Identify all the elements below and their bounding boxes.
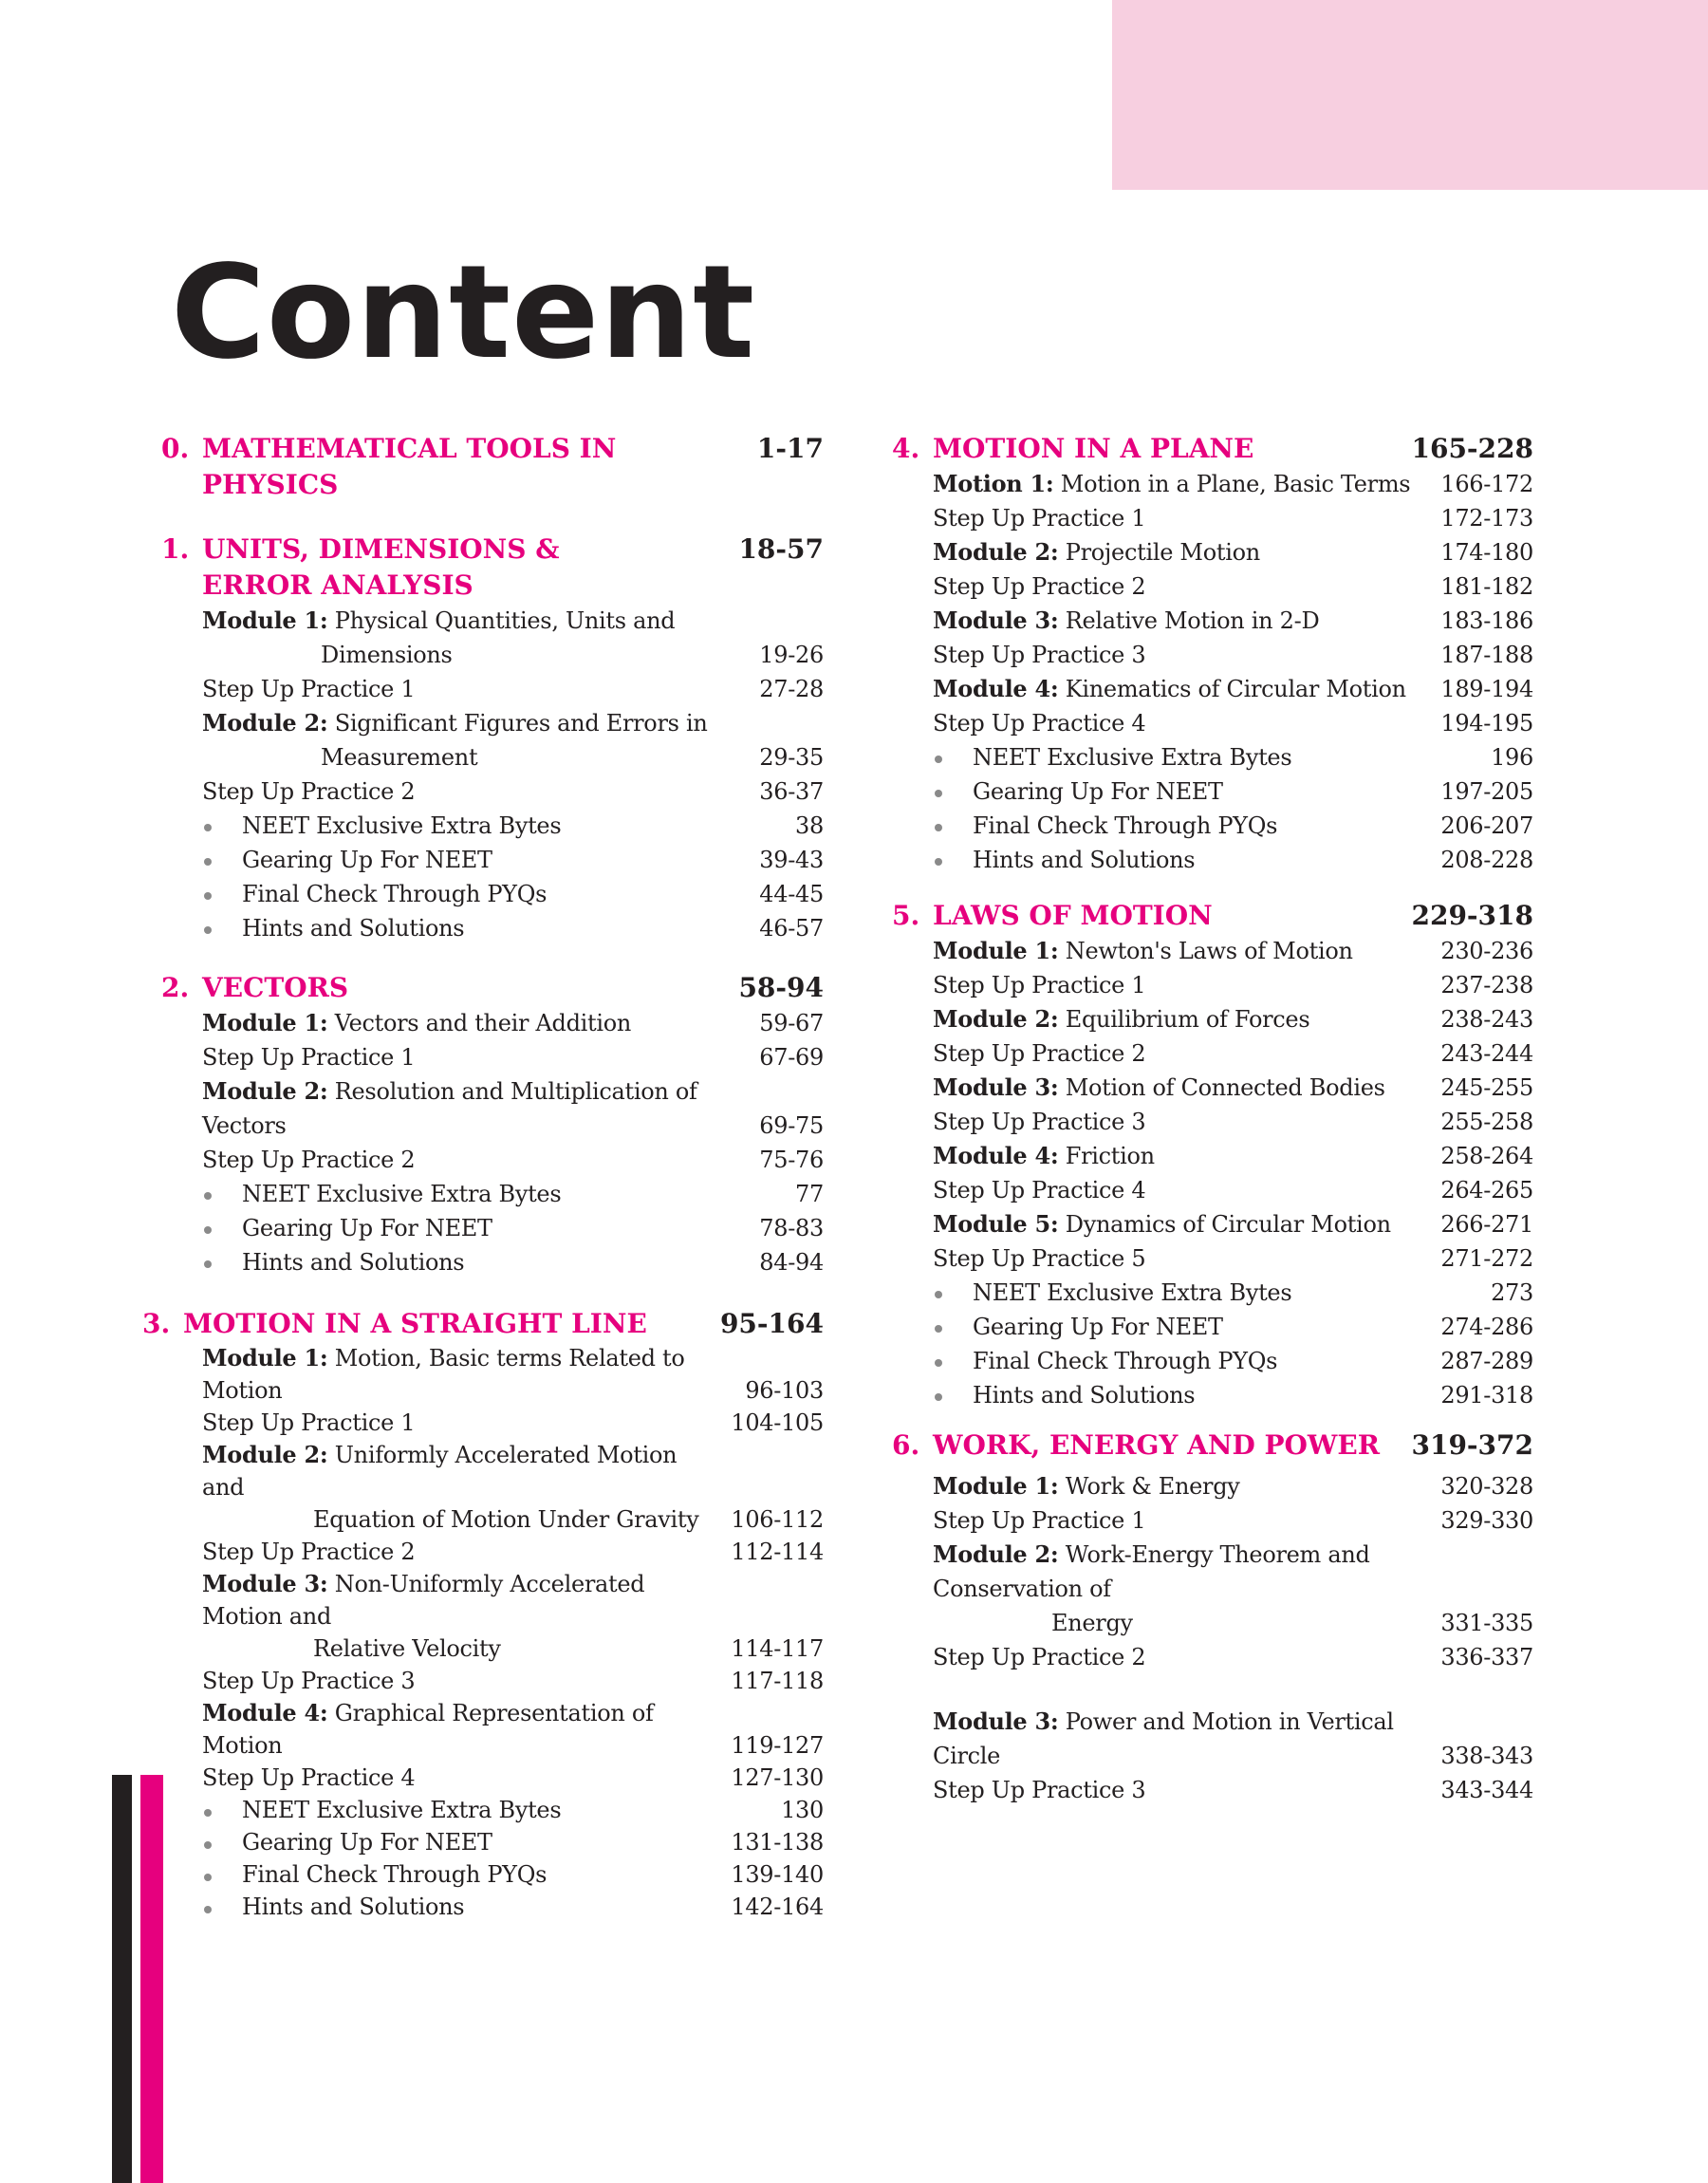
toc-module-entry: [933, 467, 1533, 501]
toc-bullet-entry: [933, 1378, 1533, 1412]
entry-pages: 114-117: [731, 1635, 824, 1662]
entry-pages: 39-43: [759, 847, 824, 873]
entry-text: Step Up Practice 4: [933, 710, 1146, 737]
toc-bullet-entry: [202, 1826, 824, 1858]
entry-text: Step Up Practice 1: [933, 1507, 1146, 1534]
toc-chapter: [142, 1306, 824, 1923]
module-title: Non-Uniformly Accelerated Motion and: [202, 1571, 645, 1630]
entry-pages: 104-105: [731, 1409, 824, 1436]
module-title: Vectors and their Addition: [334, 1010, 632, 1036]
entry-text: Gearing Up For NEET: [973, 778, 1223, 805]
toc-bullet-entry: [202, 1245, 824, 1279]
entry-text: Hints and Solutions: [242, 915, 465, 942]
module-title: Relative Motion in 2-D: [1065, 607, 1320, 634]
toc-module-entry: [202, 1006, 824, 1040]
entry-pages: 287-289: [1440, 1348, 1533, 1374]
entry-text-block: [202, 604, 748, 672]
decorative-pink-block: [1112, 0, 1708, 190]
chapter-heading: [161, 431, 824, 503]
entry-text-block: [202, 706, 748, 774]
entry-text: NEET Exclusive Extra Bytes: [242, 1797, 562, 1823]
module-label: Motion 1:: [933, 470, 1054, 497]
toc-practice-entry: [202, 1762, 824, 1794]
entry-text: Step Up Practice 5: [933, 1245, 1146, 1272]
entry-pages: 291-318: [1440, 1382, 1533, 1409]
toc-bullet-entry: [202, 1858, 824, 1891]
chapter-title: WORK, ENERGY AND POWER: [933, 1429, 1380, 1461]
chapter-title: LAWS OF MOTION: [933, 900, 1213, 931]
entry-pages: 245-255: [1440, 1074, 1533, 1101]
entry-pages: 266-271: [1440, 1211, 1533, 1238]
toc-practice-entry: [933, 1503, 1533, 1538]
entry-pages: 258-264: [1440, 1143, 1533, 1169]
bullet-icon: [204, 1874, 212, 1881]
chapter-entries: [161, 604, 824, 945]
chapter-number: 3.: [142, 1308, 171, 1339]
entry-pages: 196: [1491, 744, 1533, 771]
toc-practice-entry: [202, 1143, 824, 1177]
entry-pages: 27-28: [759, 676, 824, 702]
module-label: Module 1:: [933, 937, 1059, 964]
entry-text: Hints and Solutions: [242, 1249, 465, 1276]
bullet-icon: [935, 756, 942, 763]
entry-pages: 127-130: [731, 1764, 824, 1791]
toc-module-entry: [202, 604, 824, 672]
entry-pages: 187-188: [1440, 642, 1533, 668]
entry-pages: 237-238: [1440, 972, 1533, 998]
entry-text: NEET Exclusive Extra Bytes: [973, 744, 1292, 771]
toc-module-entry: [933, 1207, 1533, 1241]
toc-module-entry: [202, 706, 824, 774]
module-label: Module 5:: [933, 1210, 1059, 1238]
entry-pages: 183-186: [1440, 607, 1533, 634]
toc-bullet-entry: [202, 877, 824, 911]
entry-pages: 194-195: [1440, 710, 1533, 737]
entry-text: Hints and Solutions: [242, 1894, 465, 1920]
entry-pages: 343-344: [1440, 1777, 1533, 1803]
entry-pages: 320-328: [1440, 1473, 1533, 1500]
entry-text: Step Up Practice 3: [933, 1777, 1146, 1803]
toc-practice-entry: [202, 1665, 824, 1697]
toc-module-entry: [202, 1439, 824, 1536]
entry-pages: 208-228: [1440, 847, 1533, 873]
entry-pages: 38: [795, 812, 824, 839]
module-title: Motion, Basic terms Related to Motion: [202, 1345, 685, 1404]
entry-text: Gearing Up For NEET: [242, 1215, 492, 1241]
toc-module-entry: [933, 672, 1533, 706]
toc-chapter: [892, 898, 1533, 1412]
module-title: Significant Figures and Errors in: [334, 710, 708, 737]
module-title: Dynamics of Circular Motion: [1065, 1211, 1391, 1238]
entry-text: Step Up Practice 2: [933, 1644, 1146, 1670]
module-title: Kinematics of Circular Motion: [1065, 676, 1406, 702]
entry-text: Step Up Practice 1: [933, 972, 1146, 998]
toc-module-entry: [933, 1538, 1533, 1640]
entry-pages: 139-140: [731, 1861, 824, 1888]
chapter-pages: 229-318: [1411, 900, 1533, 931]
bullet-icon: [204, 1260, 212, 1268]
toc-practice-entry: [933, 501, 1533, 535]
toc-module-entry: [933, 535, 1533, 569]
module-label: Module 2:: [933, 1540, 1059, 1568]
toc-practice-entry: [933, 1241, 1533, 1276]
toc-chapter: [161, 431, 824, 503]
bullet-icon: [204, 858, 212, 866]
entry-pages: 331-335: [1440, 1610, 1533, 1636]
entry-pages: 338-343: [1440, 1743, 1533, 1769]
toc-bullet-entry: [933, 1344, 1533, 1378]
entry-text: Final Check Through PYQs: [973, 812, 1278, 839]
chapter-number: 4.: [892, 433, 920, 464]
toc-right-column: [892, 431, 1533, 1826]
chapter-pages: 58-94: [738, 972, 824, 1003]
module-label: Module 2:: [933, 1005, 1059, 1033]
entry-pages: 59-67: [759, 1010, 824, 1036]
entry-text: Step Up Practice 2: [933, 573, 1146, 600]
chapter-title: MOTION IN A PLANE: [933, 433, 1254, 464]
entry-pages: 274-286: [1440, 1314, 1533, 1340]
module-label: Module 4:: [933, 1142, 1059, 1169]
entry-pages: 77: [795, 1181, 824, 1207]
entry-pages: 131-138: [731, 1829, 824, 1856]
entry-pages: 19-26: [759, 642, 824, 668]
entry-pages: 264-265: [1440, 1177, 1533, 1203]
module-title: Motion of Connected Bodies: [1065, 1074, 1385, 1101]
module-label: Module 1:: [202, 606, 328, 634]
toc-bullet-entry: [933, 843, 1533, 877]
toc-bullet-entry: [202, 1891, 824, 1923]
toc-practice-entry: [933, 706, 1533, 740]
entry-text-block: [202, 1697, 719, 1762]
entry-pages: 172-173: [1440, 505, 1533, 532]
toc-module-entry: [933, 1469, 1533, 1503]
entry-text: NEET Exclusive Extra Bytes: [973, 1279, 1292, 1306]
entry-text-block: [202, 1006, 748, 1040]
toc-module-entry: [202, 1568, 824, 1665]
entry-pages: 206-207: [1440, 812, 1533, 839]
module-title: Newton's Laws of Motion: [1065, 938, 1353, 964]
entry-pages: 46-57: [759, 915, 824, 942]
toc-left-column: [142, 431, 824, 1942]
toc-chapter: [892, 431, 1533, 877]
toc-practice-entry: [933, 638, 1533, 672]
bullet-icon: [935, 824, 942, 831]
toc-module-entry: [202, 1074, 824, 1143]
toc-module-entry: [933, 1002, 1533, 1036]
entry-text: Step Up Practice 2: [933, 1040, 1146, 1067]
bullet-icon: [204, 926, 212, 934]
entry-text: Step Up Practice 2: [202, 778, 416, 805]
entry-pages: 69-75: [759, 1112, 824, 1139]
chapter-entries: [892, 934, 1533, 1412]
entry-pages: 112-114: [731, 1539, 824, 1565]
toc-practice-entry: [933, 1640, 1533, 1674]
entry-pages: 197-205: [1440, 778, 1533, 805]
bullet-icon: [204, 1809, 212, 1817]
chapter-entries: [892, 1469, 1533, 1807]
module-title: Motion in a Plane, Basic Terms: [1060, 471, 1411, 497]
decorative-black-bar: [112, 1775, 132, 2183]
toc-practice-entry: [933, 1173, 1533, 1207]
toc-module-entry: [202, 1342, 824, 1407]
toc-bullet-entry: [202, 911, 824, 945]
bullet-icon: [935, 790, 942, 797]
toc-practice-entry: [933, 1105, 1533, 1139]
chapter-title: MATHEMATICAL TOOLS IN PHYSICS: [202, 433, 617, 500]
chapter-pages: 18-57: [738, 533, 824, 565]
module-title: Work & Energy: [1065, 1473, 1240, 1500]
entry-text-block: [933, 1002, 1429, 1036]
entry-text: Hints and Solutions: [973, 1382, 1196, 1409]
module-title-continued: Measurement: [321, 744, 478, 771]
module-label: Module 2:: [202, 1441, 328, 1468]
entry-pages: 230-236: [1440, 938, 1533, 964]
entry-pages: 130: [781, 1797, 824, 1823]
toc-bullet-entry: [933, 1310, 1533, 1344]
entry-pages: 117-118: [731, 1668, 824, 1694]
entry-text-block: [202, 1439, 719, 1536]
entry-text-block: [933, 934, 1429, 968]
bullet-icon: [204, 824, 212, 831]
entry-pages: 96-103: [745, 1377, 824, 1404]
toc-module-entry: [933, 1139, 1533, 1173]
entry-text: NEET Exclusive Extra Bytes: [242, 812, 562, 839]
bullet-icon: [204, 1841, 212, 1849]
entry-pages: 84-94: [759, 1249, 824, 1276]
module-title: Equilibrium of Forces: [1065, 1006, 1310, 1033]
entry-text: Step Up Practice 1: [933, 505, 1146, 532]
entry-pages: 181-182: [1440, 573, 1533, 600]
bullet-icon: [935, 1325, 942, 1333]
entry-text: Final Check Through PYQs: [242, 1861, 548, 1888]
bullet-icon: [204, 1906, 212, 1913]
module-title: Resolution and Multiplication of: [334, 1078, 697, 1105]
toc-practice-entry: [933, 1036, 1533, 1071]
entry-text: Step Up Practice 1: [202, 676, 416, 702]
toc-practice-entry: [933, 569, 1533, 604]
module-label: Module 3:: [933, 606, 1059, 634]
toc-practice-entry: [933, 968, 1533, 1002]
chapter-heading: [161, 970, 824, 1006]
entry-text-block: [202, 1074, 748, 1143]
entry-pages: 75-76: [759, 1147, 824, 1173]
chapter-number: 5.: [892, 900, 920, 931]
toc-bullet-entry: [202, 809, 824, 843]
module-label: Module 4:: [933, 675, 1059, 702]
module-title-continued: Equation of Motion Under Gravity: [313, 1506, 699, 1533]
module-label: Module 3:: [933, 1707, 1059, 1735]
toc-chapter: [892, 1427, 1533, 1807]
module-label: Module 1:: [202, 1344, 328, 1371]
chapter-pages: 1-17: [756, 433, 824, 464]
toc-practice-entry: [202, 1040, 824, 1074]
module-label: Module 2:: [202, 1077, 328, 1105]
entry-text: Gearing Up For NEET: [973, 1314, 1223, 1340]
entry-text: Step Up Practice 4: [933, 1177, 1146, 1203]
bullet-icon: [204, 892, 212, 900]
toc-module-entry: [202, 1697, 824, 1762]
chapter-heading: [892, 1427, 1533, 1464]
chapter-heading: [892, 898, 1533, 934]
entry-pages: 78-83: [759, 1215, 824, 1241]
entry-text-block: [933, 672, 1429, 706]
toc-practice-entry: [202, 1536, 824, 1568]
entry-text-block: [202, 1568, 719, 1665]
module-label: Module 2:: [202, 709, 328, 737]
entry-pages: 271-272: [1440, 1245, 1533, 1272]
module-title: Graphical Representation of Motion: [202, 1700, 654, 1759]
bullet-icon: [935, 1291, 942, 1298]
toc-practice-entry: [933, 1773, 1533, 1807]
module-title: Power and Motion in Vertical Circle: [933, 1708, 1394, 1769]
entry-text: Step Up Practice 3: [202, 1668, 416, 1694]
toc-bullet-entry: [202, 1211, 824, 1245]
module-title-continued: Dimensions: [321, 642, 453, 668]
entry-text: Final Check Through PYQs: [973, 1348, 1278, 1374]
entry-pages: 166-172: [1440, 471, 1533, 497]
entry-text-block: [933, 1207, 1429, 1241]
chapter-heading: [892, 431, 1533, 467]
entry-text: NEET Exclusive Extra Bytes: [242, 1181, 562, 1207]
entry-text: Gearing Up For NEET: [242, 1829, 492, 1856]
entry-pages: 243-244: [1440, 1040, 1533, 1067]
toc-bullet-entry: [202, 843, 824, 877]
module-label: Module 3:: [202, 1570, 328, 1597]
module-label: Module 1:: [202, 1009, 328, 1036]
entry-text: Step Up Practice 1: [202, 1409, 416, 1436]
toc-bullet-entry: [933, 774, 1533, 809]
entry-pages: 36-37: [759, 778, 824, 805]
toc-module-entry: [933, 1071, 1533, 1105]
bullet-icon: [935, 1359, 942, 1367]
module-label: Module 4:: [202, 1699, 328, 1726]
entry-pages: 119-127: [731, 1732, 824, 1759]
entry-pages: 174-180: [1440, 539, 1533, 566]
entry-pages: 336-337: [1440, 1644, 1533, 1670]
chapter-title: UNITS, DIMENSIONS & ERROR ANALYSIS: [202, 533, 560, 601]
toc-bullet-entry: [933, 809, 1533, 843]
entry-pages: 67-69: [759, 1044, 824, 1071]
entry-text-block: [202, 1342, 733, 1407]
entry-pages: 29-35: [759, 744, 824, 771]
chapter-title: MOTION IN A STRAIGHT LINE: [183, 1308, 647, 1339]
bullet-icon: [204, 1226, 212, 1234]
entry-text-block: [933, 604, 1429, 638]
module-title-continued: Energy: [1051, 1610, 1133, 1636]
chapter-number: 2.: [161, 972, 190, 1003]
toc-bullet-entry: [202, 1794, 824, 1826]
chapter-heading: [142, 1306, 824, 1342]
module-title: Friction: [1065, 1143, 1155, 1169]
entry-pages: 273: [1491, 1279, 1533, 1306]
entry-text: Step Up Practice 3: [933, 642, 1146, 668]
toc-bullet-entry: [933, 1276, 1533, 1310]
module-title: Uniformly Accelerated Motion and: [202, 1442, 678, 1501]
entry-text-block: [933, 1538, 1429, 1640]
chapter-heading: [161, 532, 824, 604]
toc-chapter: [161, 532, 824, 945]
module-label: Module 3:: [933, 1073, 1059, 1101]
module-title-continued: Relative Velocity: [313, 1635, 501, 1662]
entry-text-block: [933, 1469, 1429, 1503]
page-title: Content: [171, 238, 756, 388]
entry-text: Step Up Practice 3: [933, 1109, 1146, 1135]
bullet-icon: [935, 1393, 942, 1401]
entry-text: Gearing Up For NEET: [242, 847, 492, 873]
toc-chapter: [161, 970, 824, 1279]
module-title-continued: Vectors: [202, 1112, 287, 1139]
entry-pages: 329-330: [1440, 1507, 1533, 1534]
entry-pages: 238-243: [1440, 1006, 1533, 1033]
chapter-pages: 165-228: [1411, 433, 1533, 464]
chapter-number: 1.: [161, 533, 190, 565]
entry-text-block: [933, 467, 1429, 501]
module-title: Projectile Motion: [1065, 539, 1260, 566]
toc-bullet-entry: [202, 1177, 824, 1211]
entry-text: Step Up Practice 4: [202, 1764, 416, 1791]
bullet-icon: [935, 858, 942, 866]
module-title: Work-Energy Theorem and Conservation of: [933, 1541, 1370, 1602]
module-label: Module 1:: [933, 1472, 1059, 1500]
toc-practice-entry: [202, 774, 824, 809]
chapter-entries: [892, 467, 1533, 877]
entry-pages: 142-164: [731, 1894, 824, 1920]
module-title: Physical Quantities, Units and: [334, 607, 676, 634]
entry-text: Final Check Through PYQs: [242, 881, 548, 907]
entry-text: Step Up Practice 2: [202, 1147, 416, 1173]
toc-module-entry: [933, 604, 1533, 638]
chapter-number: 0.: [161, 433, 190, 464]
entry-text-block: [933, 1139, 1429, 1173]
entry-pages: 106-112: [731, 1506, 824, 1533]
chapter-entries: [161, 1006, 824, 1279]
toc-module-entry: [933, 1705, 1533, 1773]
toc-module-entry: [933, 934, 1533, 968]
bullet-icon: [204, 1192, 212, 1200]
chapter-pages: 319-372: [1411, 1429, 1533, 1461]
entry-text: Step Up Practice 2: [202, 1539, 416, 1565]
entry-text: Hints and Solutions: [973, 847, 1196, 873]
entry-text-block: [933, 535, 1429, 569]
chapter-number: 6.: [892, 1429, 920, 1461]
chapter-entries: [142, 1342, 824, 1923]
toc-bullet-entry: [933, 740, 1533, 774]
chapter-title: VECTORS: [202, 972, 349, 1003]
entry-pages: 255-258: [1440, 1109, 1533, 1135]
entry-text-block: [933, 1071, 1429, 1105]
module-label: Module 2:: [933, 538, 1059, 566]
entry-pages: 44-45: [759, 881, 824, 907]
chapter-pages: 95-164: [719, 1308, 824, 1339]
toc-practice-entry: [202, 672, 824, 706]
entry-pages: 189-194: [1440, 676, 1533, 702]
toc-practice-entry: [202, 1407, 824, 1439]
entry-text: Step Up Practice 1: [202, 1044, 416, 1071]
entry-text-block: [933, 1705, 1429, 1773]
